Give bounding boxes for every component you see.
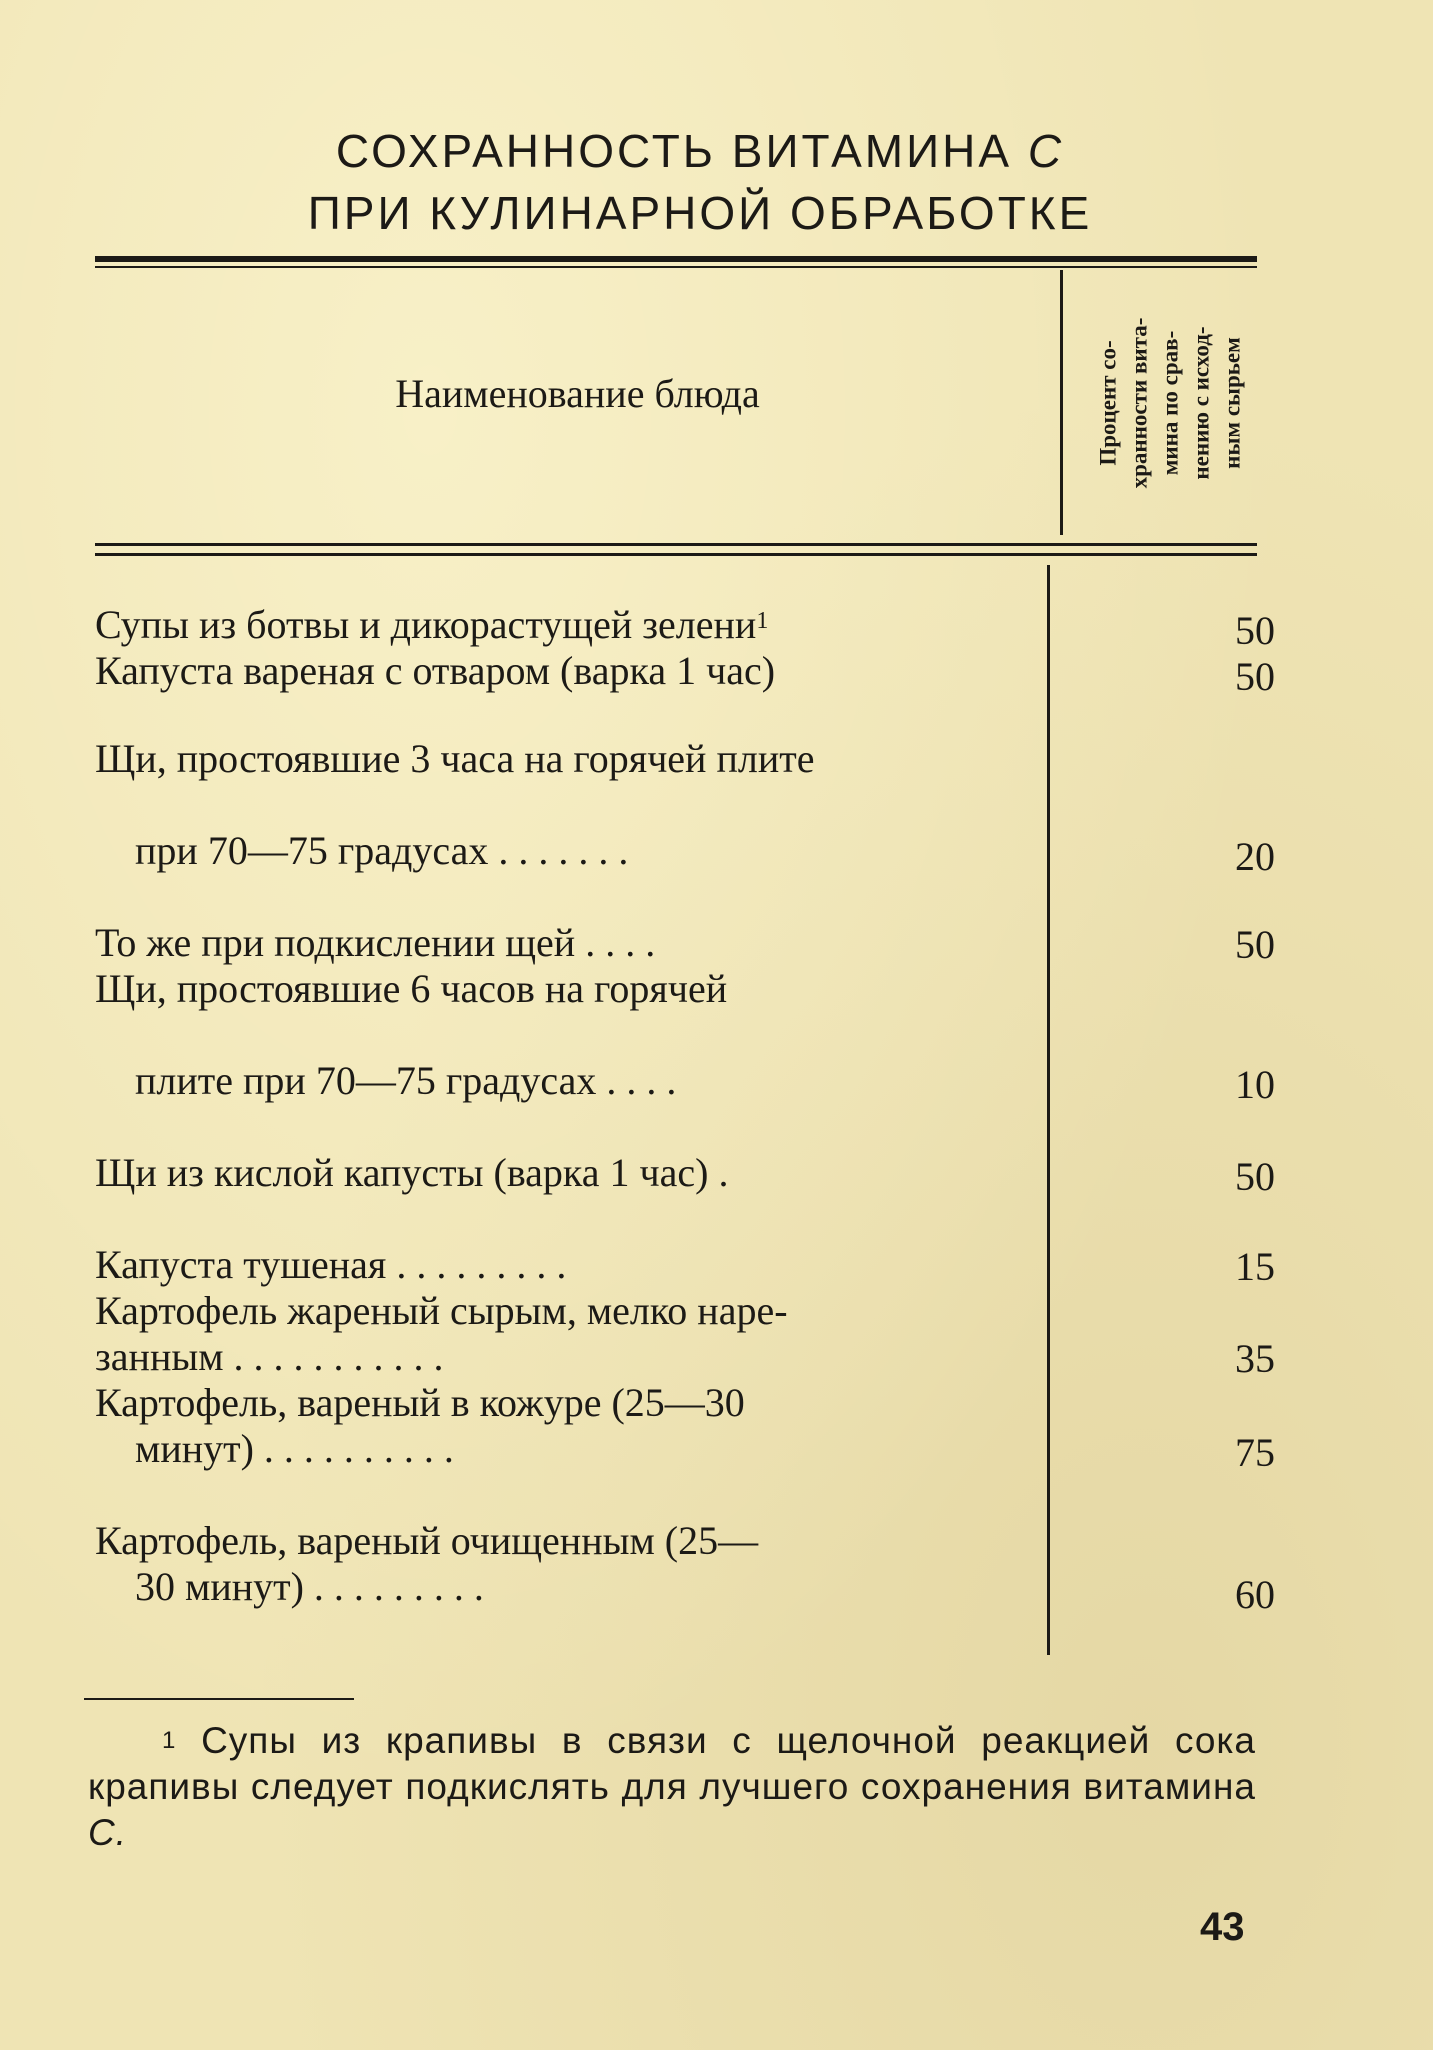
retention-percent: 50 bbox=[1235, 922, 1275, 967]
retention-percent: 50 bbox=[1235, 608, 1275, 653]
dish-name: Щи, простоявшие 3 часа на горячей плите bbox=[95, 736, 815, 781]
table-top-rule bbox=[95, 256, 1257, 262]
retention-percent: 15 bbox=[1235, 1244, 1275, 1289]
dish-name-continued: минут) . . . . . . . . . . bbox=[135, 1426, 454, 1471]
dish-name: Картофель, вареный в кожуре (25—30 bbox=[95, 1380, 745, 1425]
header-pct-line: нению с исход- bbox=[1188, 326, 1214, 480]
title-line-1 bbox=[150, 122, 1250, 180]
header-bottom-rule bbox=[95, 543, 1257, 546]
dish-name: Супы из ботвы и дикорастущей зелени$^1$ bbox=[95, 602, 769, 647]
dish-name: То же при подкислении щей . . . . bbox=[95, 920, 656, 965]
retention-percent: 75 bbox=[1235, 1430, 1275, 1475]
header-column-divider bbox=[1060, 270, 1063, 535]
column-header-dish-name: Наименование блюда bbox=[395, 371, 760, 416]
title-vitamin-letter: С bbox=[1027, 125, 1065, 177]
dish-name: Щи, простоявшие 6 часов на горячей bbox=[95, 966, 728, 1011]
footnote-text: Супы из крапивы в связи с щелочной реакцией сока крапивы следует подкислять для лучшего сохранения витамина bbox=[88, 1720, 1257, 1807]
retention-percent: 50 bbox=[1235, 654, 1275, 699]
retention-percent: 20 bbox=[1235, 834, 1275, 879]
body-column-divider bbox=[1047, 565, 1050, 1655]
header-pct-line: ным сырьем bbox=[1219, 337, 1245, 469]
footnote-separator bbox=[84, 1698, 354, 1700]
dish-name: Картофель жареный сырым, мелко наре- bbox=[95, 1288, 788, 1333]
page-number: 43 bbox=[1200, 1905, 1245, 1949]
title-line-1-text: СОХРАННОСТЬ ВИТАМИНА bbox=[335, 125, 1013, 177]
retention-percent: 10 bbox=[1235, 1062, 1275, 1107]
dish-name-continued: 30 минут) . . . . . . . . . bbox=[135, 1564, 484, 1609]
header-pct-line: Процент со- bbox=[1095, 340, 1121, 466]
dish-name: Капуста тушеная . . . . . . . . . bbox=[95, 1242, 567, 1287]
footnote-vitamin-letter: С. bbox=[88, 1812, 127, 1853]
retention-percent: 60 bbox=[1235, 1572, 1275, 1617]
column-header-percent bbox=[1090, 268, 1250, 538]
dish-name: Капуста вареная с отваром (варка 1 час) bbox=[95, 648, 776, 693]
retention-percent: 50 bbox=[1235, 1154, 1275, 1199]
dish-name-continued: занным . . . . . . . . . . . bbox=[95, 1334, 444, 1379]
title-line-2: ПРИ КУЛИНАРНОЙ ОБРАБОТКЕ bbox=[307, 187, 1093, 239]
header-pct-line: хранности вита- bbox=[1126, 317, 1152, 489]
dish-name: Картофель, вареный очищенным (25— bbox=[95, 1518, 759, 1563]
retention-percent: 35 bbox=[1235, 1336, 1275, 1381]
table-top-rule-thin bbox=[95, 266, 1257, 268]
dish-name-continued: плите при 70—75 градусах . . . . bbox=[135, 1058, 677, 1103]
footnote bbox=[88, 1718, 1256, 1856]
dish-name: Щи из кислой капусты (варка 1 час) . bbox=[95, 1150, 729, 1195]
footnote-mark: 1 bbox=[162, 1727, 177, 1754]
footnote-ref: 1 bbox=[756, 608, 769, 634]
header-pct-line: мина по срав- bbox=[1157, 330, 1183, 476]
dish-name-continued: при 70—75 градусах . . . . . . . bbox=[135, 828, 629, 873]
header-bottom-rule-2 bbox=[95, 553, 1257, 556]
